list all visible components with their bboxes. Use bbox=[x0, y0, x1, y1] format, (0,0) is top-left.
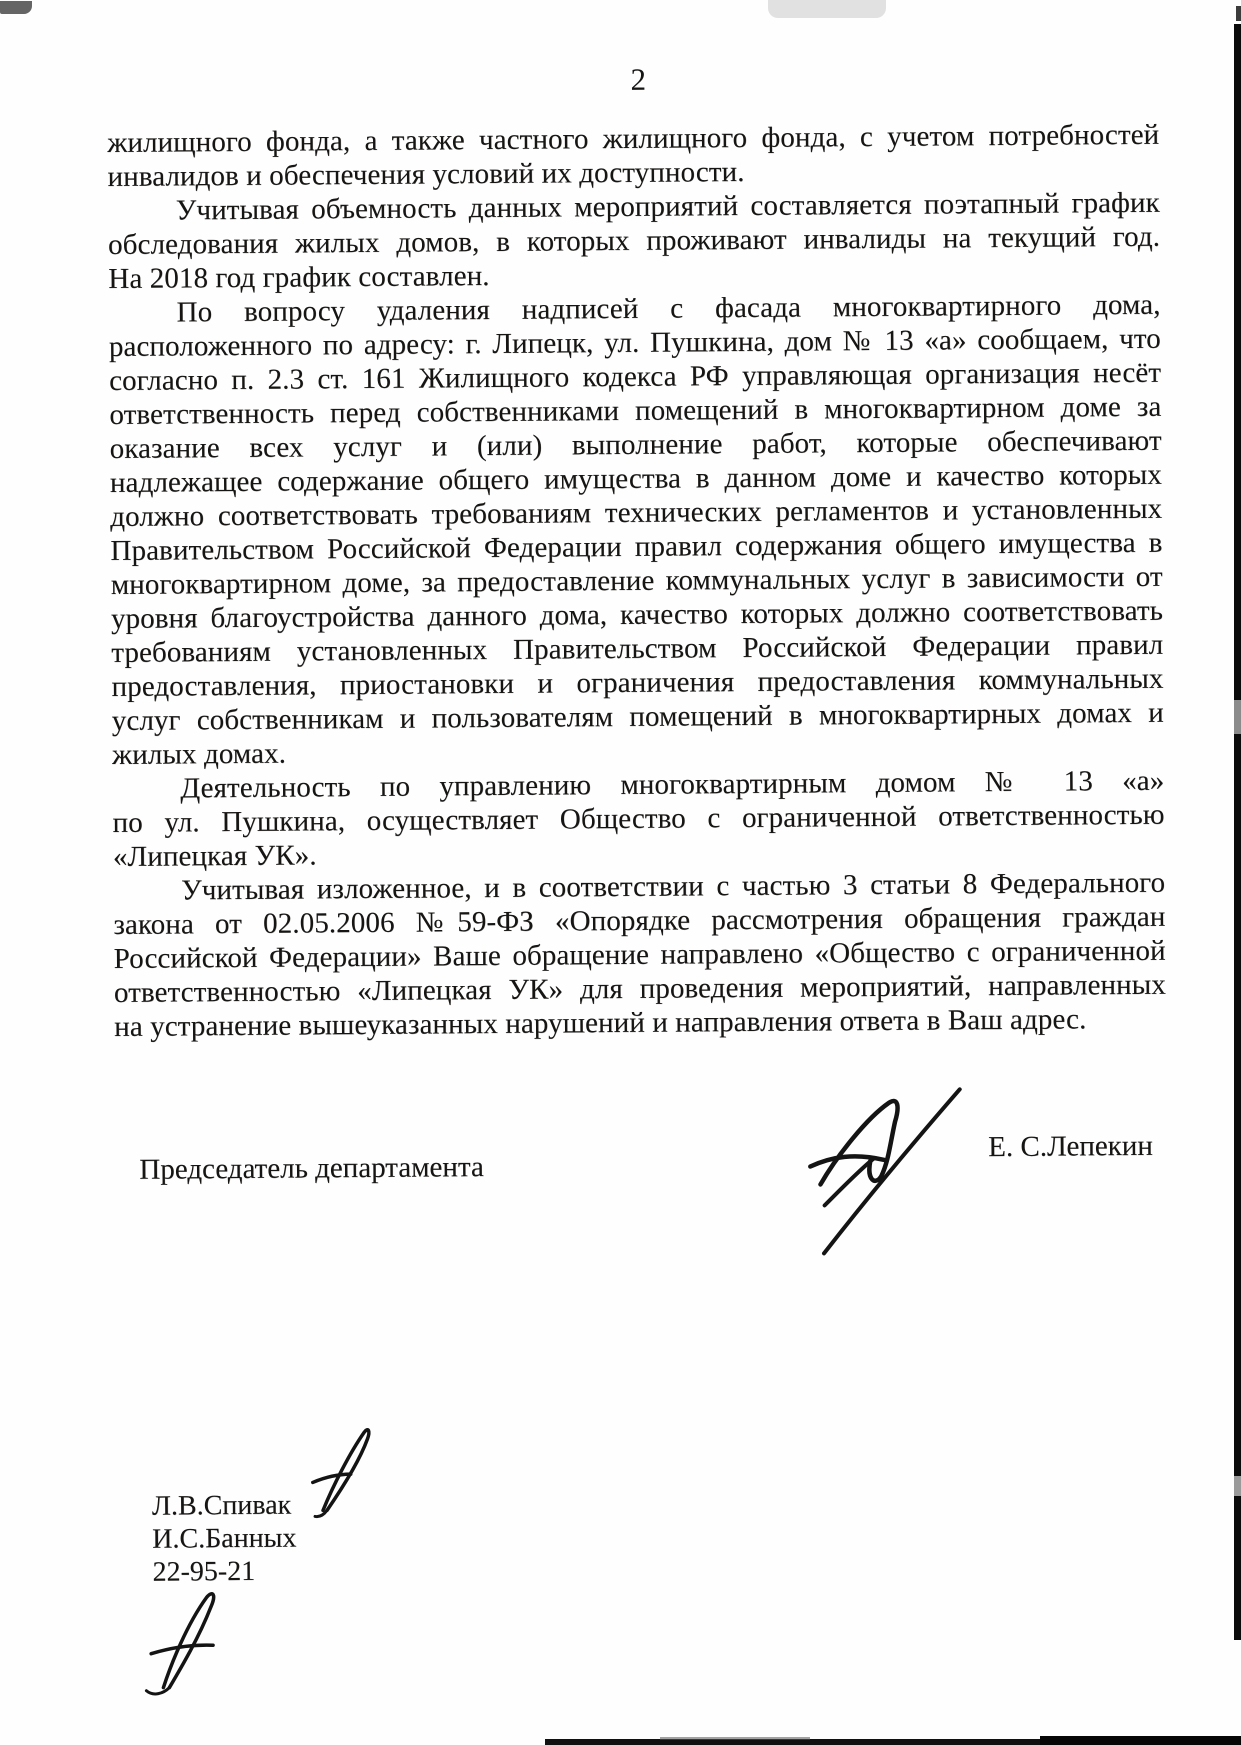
text-line: закона от 02.05.2006 №59-ФЗ «Опорядке рассмотрения обращения граждан bbox=[113, 900, 1166, 941]
text-line: надлежащее содержание общего имущества в данном доме и качество которых bbox=[109, 458, 1163, 499]
scan-edge-gap bbox=[1234, 700, 1241, 734]
text-line: Учитывая изложенное, и в соответствии с частью 3 статьи 8 Федерального bbox=[181, 866, 1166, 907]
text-line: услуг собственникам и пользователям помещений в многоквартирных домах и bbox=[111, 696, 1164, 737]
text-line: Учитывая объемность данных мероприятий составляется поэтапный график bbox=[175, 186, 1160, 227]
text-line: «Липецкая УК». bbox=[112, 839, 317, 873]
text-line: уровня благоустройства данного дома, качество которых должно соответствовать bbox=[110, 594, 1164, 635]
text-line: жилищного фонда, а также частного жилищного фонда, с учетом потребностей bbox=[107, 118, 1160, 160]
scan-speck bbox=[0, 1, 32, 14]
text-line: По вопросу удаления надписей с фасада многоквартирного дома, bbox=[176, 288, 1161, 329]
executor-name-2: И.С.Банных bbox=[152, 1522, 297, 1555]
text-line: требованиям установленных Правительством Российской Федерации правил bbox=[111, 628, 1164, 669]
text-line: согласно п. 2.3 ст. 161 Жилищного кодекса РФ управляющая организация несёт bbox=[109, 356, 1162, 397]
text-line: Деятельность по управлению многоквартирным домом № 13 «а» bbox=[180, 764, 1165, 805]
text-line: по ул. Пушкина, осуществляет Общество с ограниченной ответственностью bbox=[112, 798, 1165, 839]
text-line: жилых домах. bbox=[111, 737, 287, 771]
scan-edge-line-right bbox=[1234, 24, 1241, 1640]
signer-name: Е. С.Лепекин bbox=[988, 1129, 1153, 1164]
scan-smudge bbox=[768, 0, 886, 18]
text-line: обследования жилых домов, в которых проживают инвалиды на текущий год. bbox=[107, 220, 1161, 262]
page-number: 2 bbox=[630, 61, 648, 97]
text-line: предоставления, приостановки и ограничения предоставления коммунальных bbox=[111, 662, 1164, 703]
contact-phone: 22-95-21 bbox=[152, 1555, 256, 1588]
scan-edge-gap bbox=[1234, 1476, 1241, 1496]
text-line: на устранение вышеуказанных нарушений и направления ответа в Ваш адрес. bbox=[114, 1003, 1087, 1043]
footer-contacts bbox=[152, 1489, 297, 1589]
text-line: инвалидов и обеспечения условий их доступности. bbox=[107, 156, 745, 194]
executor-signature-icon bbox=[304, 1418, 383, 1521]
text-line: должно соответствовать требованиям технических регламентов и установленных bbox=[110, 492, 1163, 533]
executor-name-1: Л.В.Спивак bbox=[151, 1489, 292, 1522]
text-line: многоквартирном доме, за предоставление коммунальных услуг в зависимости от bbox=[110, 560, 1163, 601]
signer-position-label: Председатель департамента bbox=[139, 1151, 484, 1186]
document-body bbox=[107, 118, 1166, 1044]
visa-signature-icon bbox=[139, 1579, 252, 1698]
scan-bottom-bar bbox=[1040, 1736, 1241, 1745]
text-line: На 2018 год график составлен. bbox=[108, 260, 490, 295]
text-line: оказание всех услуг и (или) выполнение работ, которые обеспечивают bbox=[109, 424, 1162, 465]
scan-edge-dash bbox=[1236, 6, 1241, 21]
text-line: ответственностью «Липецкая УК» для проведения мероприятий, направленных bbox=[113, 968, 1167, 1009]
scan-bottom-bar bbox=[660, 1737, 810, 1740]
text-line: расположенного по адресу: г. Липецк, ул. Пушкина, дом № 13 «а» сообщаем, что bbox=[108, 322, 1161, 363]
text-line: Российской Федерации» Ваше обращение направлено «Общество с ограниченной bbox=[113, 934, 1166, 975]
chairman-signature-icon bbox=[737, 1069, 974, 1266]
text-line: Правительством Российской Федерации правил содержания общего имущества в bbox=[110, 526, 1163, 567]
text-line: ответственность перед собственниками помещений в многоквартирном доме за bbox=[109, 390, 1162, 431]
